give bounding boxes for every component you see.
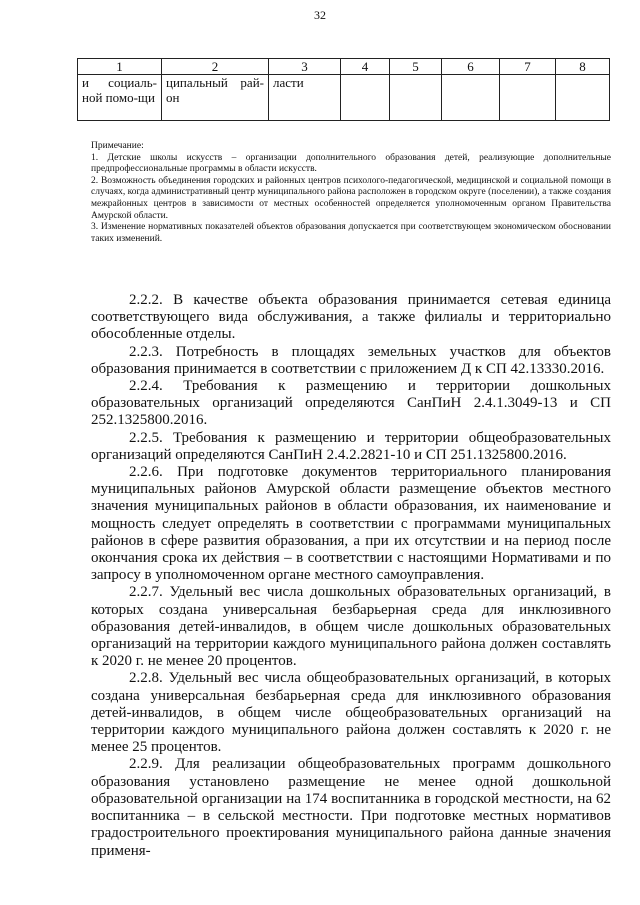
table-header-cell: 7 bbox=[500, 59, 556, 75]
paragraph-2-2-3: 2.2.3. Потребность в площадях земельных участков для объектов образования принимается в соответствии с приложением Д к СП 42.13330.2016. bbox=[91, 343, 611, 377]
table-header-cell: 5 bbox=[390, 59, 442, 75]
table-header-cell: 8 bbox=[556, 59, 610, 75]
note-item: 3. Изменение нормативных показателей объектов образования допускается при соответствующем экономическом обосновании таких изменений. bbox=[91, 222, 611, 244]
table-cell bbox=[390, 75, 442, 121]
table-cell: и социаль-ной помо-щи bbox=[78, 75, 162, 121]
table-cell bbox=[341, 75, 390, 121]
paragraph-2-2-2: 2.2.2. В качестве объекта образования принимается сетевая единица соответствующего вида обслуживания, а также филиалы и территориально обособленные отделы. bbox=[91, 292, 611, 343]
table-row bbox=[78, 75, 610, 121]
paragraph-2-2-7: 2.2.7. Удельный вес числа дошкольных образовательных организаций, в которых создана универсальная безбарьерная среда для инклюзивного образования детей-инвалидов, в общем числе дошкольных образовательных организаций на территории каждого муниципального района должен составлять к 2020 г. не менее 20 процентов. bbox=[91, 584, 611, 670]
paragraph-2-2-4: 2.2.4. Требования к размещению и территории дошкольных образовательных организаций определяются СанПиН 2.4.1.3049-13 и СП 252.1325800.2016. bbox=[91, 378, 611, 429]
paragraph-2-2-9: 2.2.9. Для реализации общеобразовательных программ дошкольного образования установлено размещение не менее одной дошкольной образовательной организации на 174 воспитанника в городской местности, на 62 воспитанника – в сельской местности. При подготовке местных нормативов градостроительного проектирования муниципального района данные значения применя- bbox=[91, 756, 611, 859]
table-cell bbox=[556, 75, 610, 121]
table-cell bbox=[500, 75, 556, 121]
table-header-cell: 6 bbox=[442, 59, 500, 75]
body-text bbox=[91, 292, 611, 860]
paragraph-2-2-6: 2.2.6. При подготовке документов территориального планирования муниципальных районов Амурской области размещение объектов местного значения муниципальных районов в области образования, их наименование и мощность следует определять в соответствии с программами муниципальных районов в сфере развития образования, а при их отсутствии и на период после окончания срока их действия – в соответствии с настоящими Нормативами и по запросу в уполномоченном органе местного самоуправления. bbox=[91, 464, 611, 584]
paragraph-2-2-8: 2.2.8. Удельный вес числа общеобразовательных организаций, в которых создана универсальная безбарьерная среда для инклюзивного образования детей-инвалидов, в общем числе общеобразовательных организаций на территории каждого муниципального района должен составлять к 2020 г. не менее 25 процентов. bbox=[91, 670, 611, 756]
table-cell: ципальный рай-он bbox=[162, 75, 269, 121]
table-header-cell: 1 bbox=[78, 59, 162, 75]
continuation-table bbox=[77, 58, 610, 121]
paragraph-2-2-5: 2.2.5. Требования к размещению и территории общеобразовательных организаций определяются СанПиН 2.4.2.2821-10 и СП 251.1325800.2016. bbox=[91, 429, 611, 463]
page-number: 32 bbox=[314, 8, 326, 22]
table-header-cell: 4 bbox=[341, 59, 390, 75]
note-item: 2. Возможность объединения городских и районных центров психолого-педагогической, медицинской и социальной помощи в случаях, когда административный центр муниципального района расположен в городском округе (поселении), а также создания межрайонных центров в зависимости от местных особенностей определяется уполномоченным органом Правительства Амурской области. bbox=[91, 175, 611, 221]
table-header-cell: 2 bbox=[162, 59, 269, 75]
table-header-row bbox=[78, 59, 610, 75]
notes-heading: Примечание: bbox=[91, 141, 144, 151]
table-cell: ласти bbox=[269, 75, 341, 121]
table-header-cell: 3 bbox=[269, 59, 341, 75]
note-item: 1. Детские школы искусств – организации дополнительного образования детей, реализующие дополнительные предпрофессиональные программы в области искусств. bbox=[91, 152, 611, 175]
table-cell bbox=[442, 75, 500, 121]
notes-section bbox=[91, 141, 611, 245]
